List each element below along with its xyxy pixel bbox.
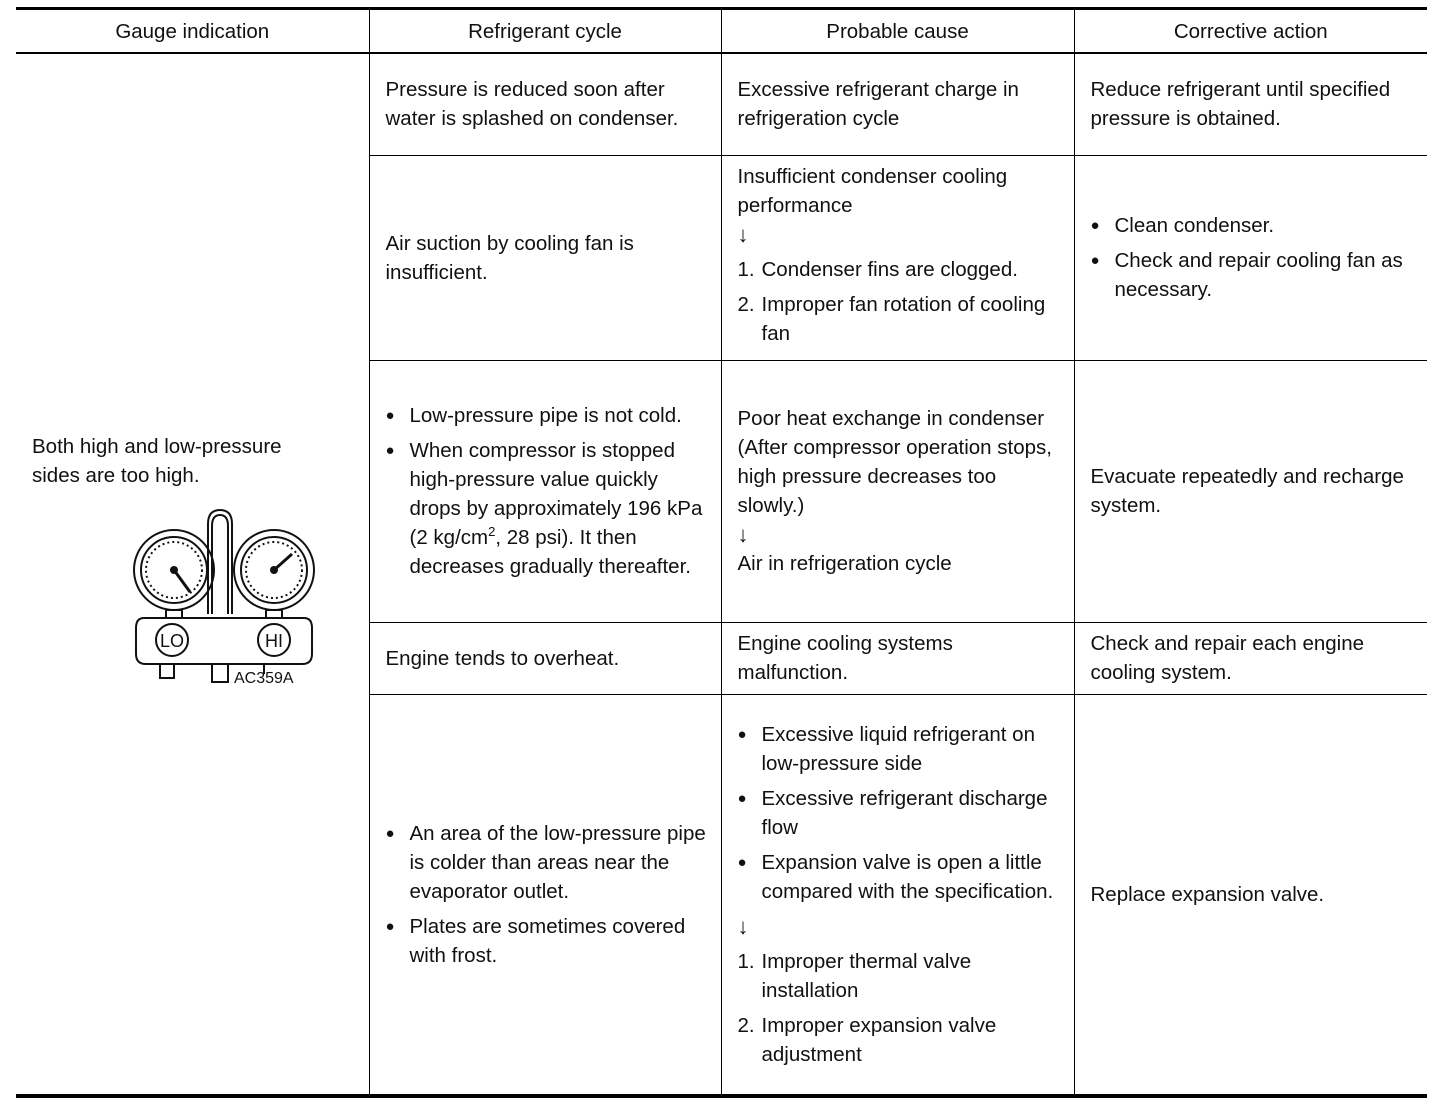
cause-cell [721, 155, 1074, 360]
action-text: Evacuate repeatedly and recharge system. [1090, 465, 1404, 517]
superscript: 2 [488, 524, 496, 540]
manifold-gauge-figure [116, 504, 316, 704]
cause-item-text: Condenser fins are clogged. [761, 257, 1018, 281]
list-item [386, 912, 707, 970]
action-item-text: Clean condenser. [1114, 214, 1275, 237]
item-number: 2. [737, 1013, 755, 1037]
cycle-item-text: , 28 psi). It then decreases gradually thereafter. [409, 526, 691, 578]
item-number: 1. [737, 949, 755, 973]
cause-cell [721, 53, 1074, 155]
diagnosis-table [16, 10, 1427, 1094]
cause-text: Insufficient condenser cooling performance [737, 164, 1008, 217]
cause-text: Poor heat exchange in condenser [737, 407, 1045, 430]
action-text: Replace expansion valve. [1090, 882, 1325, 906]
cause-item-text: Improper expansion valve adjustment [761, 1013, 997, 1066]
header-refrigerant-cycle: Refrigerant cycle [369, 10, 721, 53]
cause-cell [721, 694, 1074, 1094]
cause-item-text: Improper fan rotation of cooling fan [761, 292, 1046, 345]
list-item [738, 290, 1060, 348]
gauge-indication-text: Both high and low-pressure sides are too high. [32, 435, 282, 487]
list-item [1091, 211, 1414, 240]
header-corrective-action: Corrective action [1074, 10, 1427, 53]
gauge-indication-cell [16, 53, 369, 1094]
action-text: Reduce refrigerant until specified pressure is obtained. [1090, 78, 1391, 131]
list-item [738, 720, 1060, 778]
action-cell [1074, 622, 1427, 694]
cycle-item-text: Plates are sometimes covered with frost. [409, 914, 686, 967]
cause-text: (After compressor operation stops, high pressure decreases too slowly.) [737, 436, 1052, 517]
lo-label: LO [159, 631, 185, 651]
list-item [386, 819, 707, 906]
cause-text: Engine cooling systems malfunction. [737, 632, 953, 684]
list-item [738, 784, 1060, 842]
list-item [738, 848, 1060, 906]
list-item [738, 947, 1060, 1005]
figure-id: AC359A [234, 670, 294, 687]
down-arrow-icon: ↓ [737, 221, 749, 247]
table-row [16, 53, 1427, 155]
cause-item-text: Improper thermal valve installation [761, 949, 972, 1002]
cause-item-text: Excessive refrigerant discharge flow [761, 786, 1048, 839]
action-cell [1074, 155, 1427, 360]
cycle-text: Air suction by cooling fan is insufficient. [385, 231, 634, 284]
cycle-cell [369, 694, 721, 1094]
cause-cell [721, 360, 1074, 622]
action-item-text: Check and repair cooling fan as necessary. [1114, 249, 1403, 301]
action-cell [1074, 694, 1427, 1094]
header-gauge-indication: Gauge indication [16, 10, 369, 53]
action-text: Check and repair each engine cooling system. [1090, 632, 1365, 684]
cycle-item-text: An area of the low-pressure pipe is colder than areas near the evaporator outlet. [409, 821, 706, 903]
cause-item-text: Excessive liquid refrigerant on low-pressure side [761, 722, 1035, 775]
cause-text: Air in refrigeration cycle [737, 552, 952, 575]
list-item [738, 255, 1060, 284]
down-arrow-icon: ↓ [737, 913, 749, 939]
action-cell [1074, 53, 1427, 155]
list-item [386, 436, 707, 581]
item-number: 2. [737, 292, 755, 316]
action-cell [1074, 360, 1427, 622]
header-row [16, 10, 1427, 53]
cause-text: Excessive refrigerant charge in refrigeration cycle [737, 78, 1019, 131]
cycle-text: Pressure is reduced soon after water is splashed on condenser. [385, 78, 679, 131]
cycle-cell [369, 622, 721, 694]
cycle-item-text: Low-pressure pipe is not cold. [409, 404, 682, 427]
cycle-item-text: When compressor is stopped high-pressure value quickly drops by approximately 196 kPa (2 kg/cm [409, 439, 703, 549]
cycle-text: Engine tends to overheat. [385, 646, 620, 670]
list-item [1091, 246, 1414, 304]
list-item [386, 401, 707, 430]
cause-cell [721, 622, 1074, 694]
table-bottom-rule [16, 1094, 1427, 1098]
hi-label: HI [265, 631, 283, 651]
list-item [738, 1011, 1060, 1069]
cause-item-text: Expansion valve is open a little compared with the specification. [761, 850, 1054, 903]
down-arrow-icon: ↓ [737, 522, 749, 547]
header-probable-cause: Probable cause [721, 10, 1074, 53]
cycle-cell [369, 360, 721, 622]
item-number: 1. [737, 257, 755, 281]
cycle-cell [369, 53, 721, 155]
cycle-cell [369, 155, 721, 360]
